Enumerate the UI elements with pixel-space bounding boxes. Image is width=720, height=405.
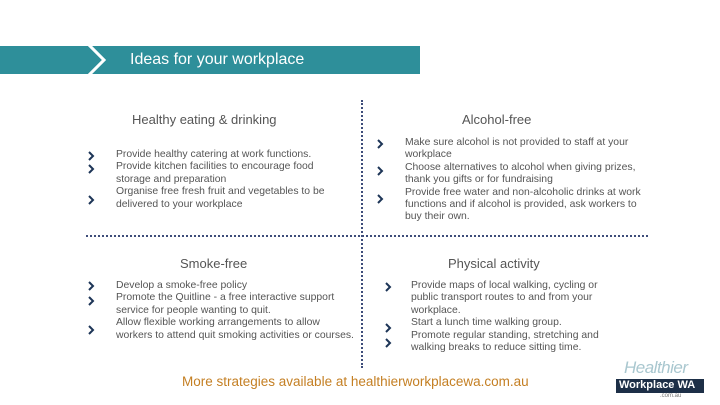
chevron-right-icon bbox=[86, 150, 96, 162]
list-item: Provide free water and non-alcoholic drinks at work functions and if alcohol is provided, ask workers to buy their own. bbox=[405, 186, 641, 223]
list-item: Organise free fresh fruit and vegetables to be delivered to your workplace bbox=[116, 186, 325, 210]
chevron-right-icon bbox=[375, 138, 385, 150]
chevron-right-icon bbox=[375, 165, 385, 177]
logo-band bbox=[616, 379, 704, 393]
logo-top-text: Healthier bbox=[624, 358, 688, 377]
logo-middle-text: Workplace WA bbox=[619, 379, 696, 391]
alcohol-free-title: Alcohol-free bbox=[462, 112, 532, 127]
list-item: Provide kitchen facilities to encourage food storage and preparation bbox=[116, 161, 314, 185]
list-item: Promote regular standing, stretching and walking breaks to reduce sitting time. bbox=[411, 329, 599, 354]
physical-activity-list bbox=[411, 280, 617, 354]
chevron-right-icon bbox=[383, 281, 393, 293]
list-item: Allow flexible working arrangements to allow workers to attend quit smoking activities or courses. bbox=[116, 317, 354, 341]
alcohol-free-list bbox=[405, 137, 641, 224]
horizontal-divider bbox=[86, 235, 648, 237]
chevron-right-icon bbox=[383, 322, 393, 334]
more-strategies-link[interactable]: More strategies available at healthierworkplacewa.com.au bbox=[182, 374, 529, 389]
healthy-eating-list bbox=[116, 149, 348, 211]
chevron-right-icon bbox=[86, 295, 96, 307]
chevron-right-icon bbox=[86, 194, 96, 206]
healthy-eating-title: Healthy eating & drinking bbox=[132, 112, 277, 127]
list-item: Develop a smoke-free policy bbox=[116, 280, 248, 291]
list-item: Provide maps of local walking, cycling or public transport routes to and from your workplace. bbox=[411, 280, 598, 316]
list-item: Promote the Quitline - a free interactive support service for people wanting to quit. bbox=[116, 292, 335, 316]
list-item: Provide healthy catering at work functions. bbox=[116, 149, 312, 160]
vertical-divider bbox=[361, 100, 363, 368]
chevron-right-icon bbox=[86, 280, 96, 292]
chevron-right-icon bbox=[86, 163, 96, 175]
chevron-right-icon bbox=[375, 193, 385, 205]
physical-activity-title: Physical activity bbox=[448, 256, 540, 271]
chevron-right-icon bbox=[383, 337, 393, 349]
section-banner bbox=[0, 46, 420, 74]
smoke-free-title: Smoke-free bbox=[180, 256, 248, 271]
list-item: Choose alternatives to alcohol when giving prizes, thank you gifts or for fundraising bbox=[405, 161, 636, 186]
logo-url-text: .com.au bbox=[660, 393, 682, 399]
page-title: Ideas for your workplace bbox=[130, 51, 305, 68]
list-item: Make sure alcohol is not provided to staff at your workplace bbox=[405, 137, 629, 161]
healthier-workplace-wa-logo bbox=[616, 360, 704, 402]
list-item: Start a lunch time walking group. bbox=[411, 317, 562, 329]
smoke-free-list bbox=[116, 280, 354, 342]
chevron-right-icon bbox=[86, 324, 96, 336]
